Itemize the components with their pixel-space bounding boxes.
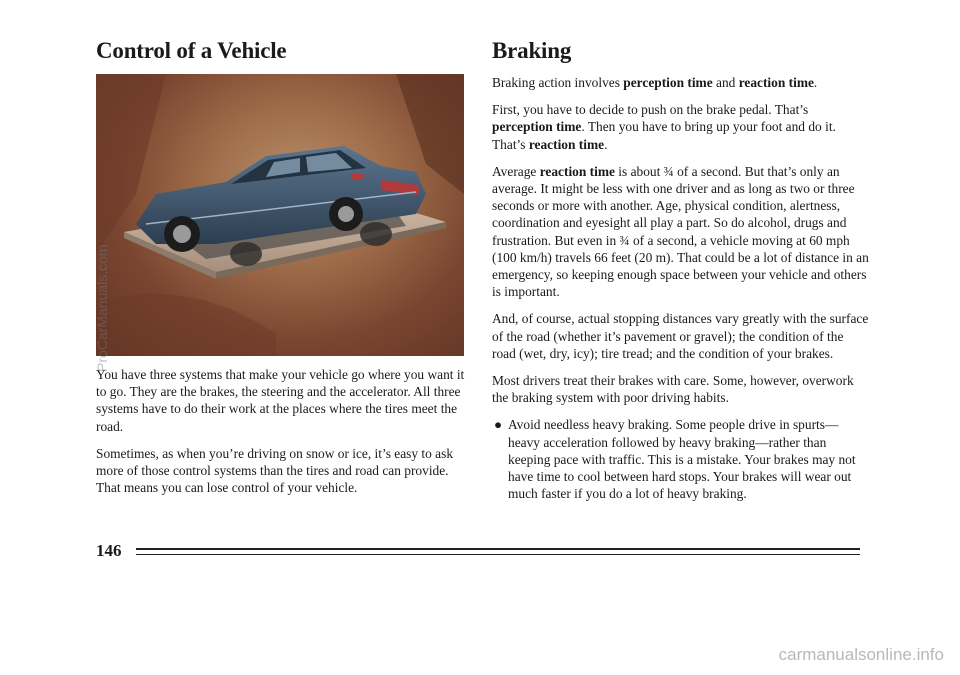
car-on-platform-image [96,74,464,356]
page-number: 146 [96,541,122,560]
braking-tips-list [492,416,870,502]
control-paragraph-1: You have three systems that make your vehicle go where you want it to go. They are the brakes, the steering and the accelerator. All three systems have to do their work at the places where the tires meet the road. [96,367,465,434]
control-paragraph-2: Sometimes, as when you’re driving on snow or ice, it’s easy to ask more of those control systems than the tires and road can provide. That means you can lose control of your vehicle. [96,445,454,496]
page-footer [96,541,860,561]
bottom-watermark: carmanualsonline.info [778,645,944,664]
braking-paragraph-2: Average reaction time is about ¾ of a second. But that’s only an average. It might be less with one driver and as long as two or three seconds or more with another. Age, physical condition, alertness, coordination and eyesight all play a part. So do alcohol, drugs and frustration. But even in ¾ of a second, a vehicle moving at 60 mph (100 km/h) travels 66 feet (20 m). That could be a lot of distance in an emergency, so keeping enough space between your vehicle and others is important. [492,163,869,300]
term-reaction-time: reaction time [738,75,814,90]
footer-rule-thin [136,554,860,555]
section-title-control: Control of a Vehicle [96,38,287,63]
side-watermark: ProCarManuals.com [94,244,110,372]
footer-rule-thick [136,548,860,550]
right-column [492,38,870,502]
car-illustration [96,74,464,356]
left-column [96,38,468,506]
braking-intro: Braking action involves perception time and reaction time. [492,75,818,90]
section-title-braking: Braking [492,38,572,63]
list-item: ● Avoid needless heavy braking. Some people drive in spurts—heavy acceleration followed by heavy braking—rather than keeping pace with traffic. This is a mistake. Your brakes may not have time to cool between hard stops. Your brakes will wear out much faster if you do a lot of heavy braking. [494,417,856,502]
braking-paragraph-1: First, you have to decide to push on the brake pedal. That’s perception time. Then you have to bring up your foot and do it. That’s reaction time. [492,102,836,152]
bullet-icon: ● [494,417,503,433]
braking-paragraph-3: And, of course, actual stopping distances vary greatly with the surface of the road (whether it’s pavement or gravel); the condition of the road (wet, dry, icy); tire tread; and the condition of your brakes. [492,311,869,361]
term-perception-time: perception time [623,75,713,90]
braking-paragraph-4: Most drivers treat their brakes with care. Some, however, overwork the braking system with poor driving habits. [492,373,854,406]
